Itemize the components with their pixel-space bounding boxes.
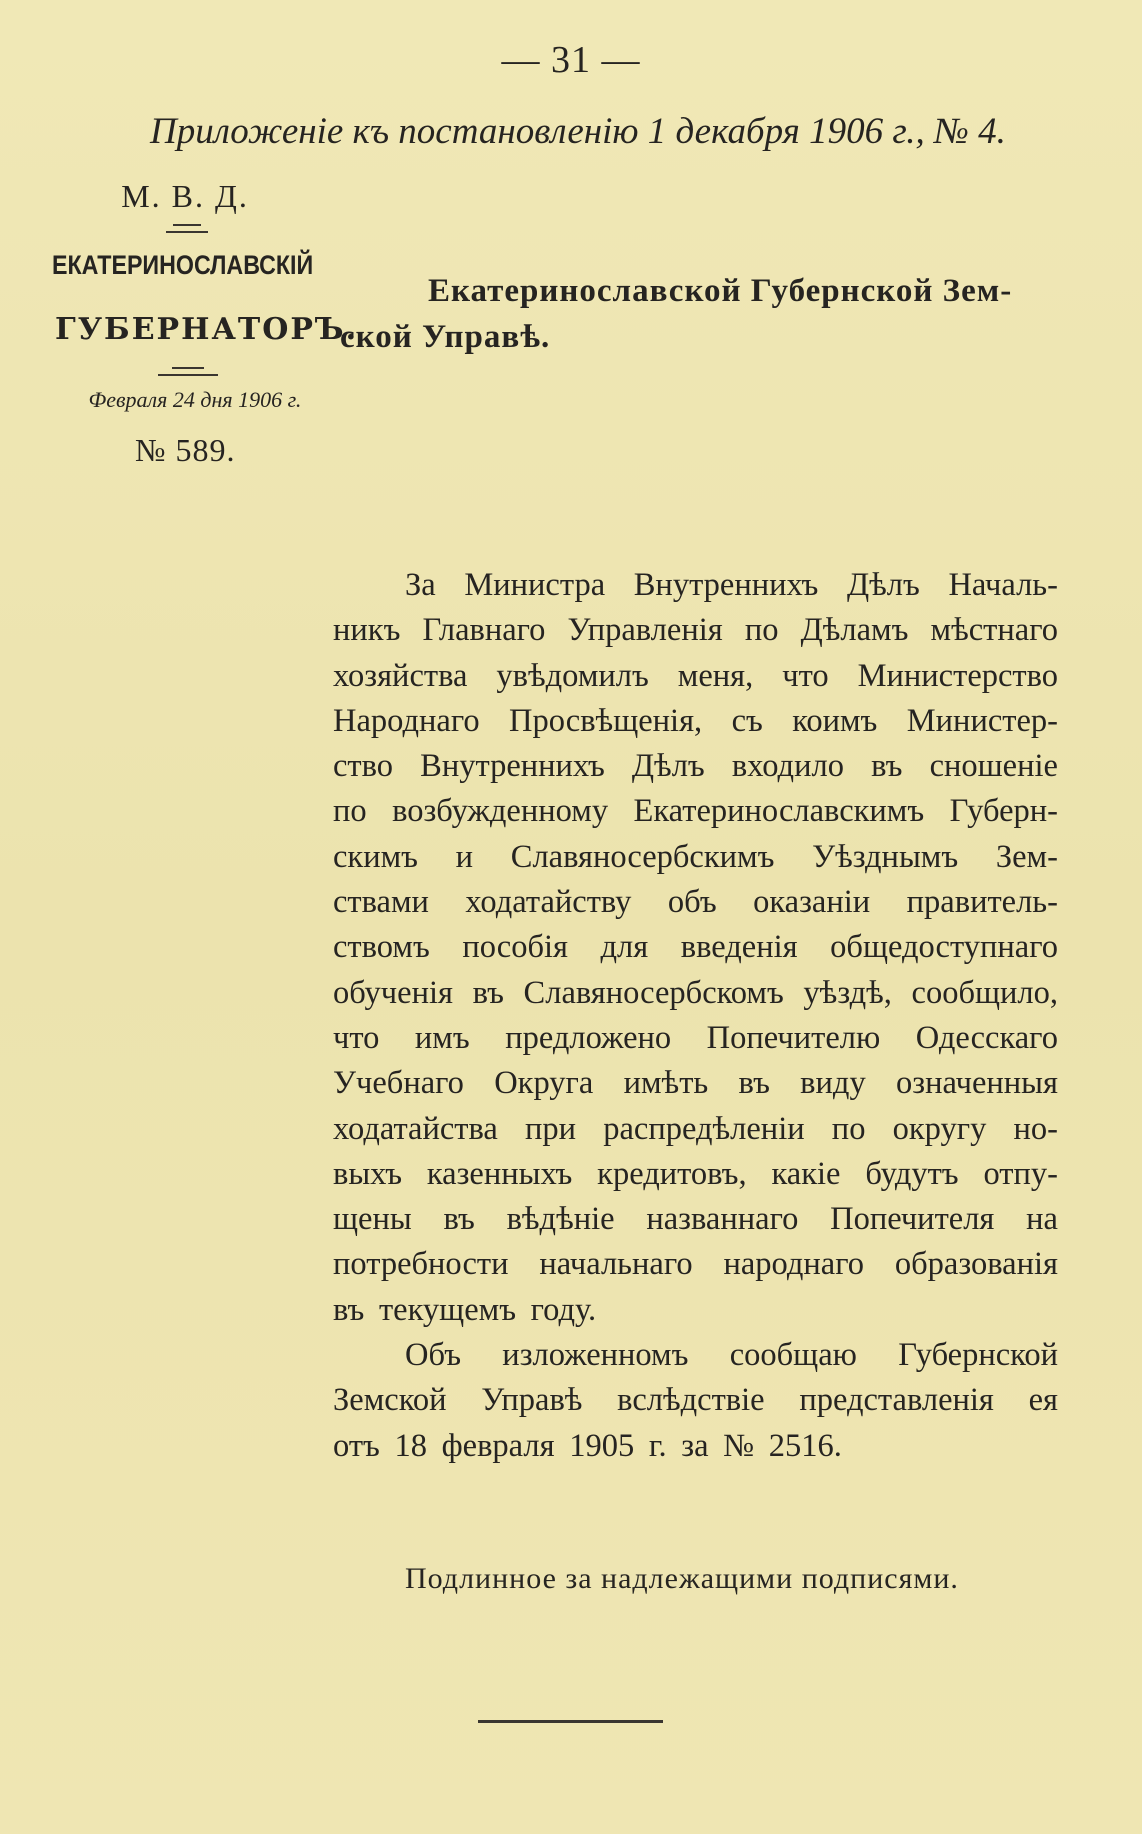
text-line: отъ 18 февраля 1905 г. за № 2516.: [333, 1427, 842, 1464]
text-line: ствомъ пособія для введенія общедоступнаго: [333, 929, 1058, 966]
paragraph-1: [333, 563, 1058, 1333]
text-line: щены въ вѣдѣніе названнаго Попечителя на: [333, 1201, 1058, 1238]
addressee-line: Екатеринославской Губернской Зем-: [428, 273, 1013, 309]
ministry-label: М. В. Д.: [121, 178, 249, 214]
divider: [173, 224, 201, 226]
footer-divider: [478, 1720, 663, 1723]
text-line: потребности начальнаго народнаго образованія: [333, 1246, 1058, 1283]
divider: [166, 231, 208, 233]
text-line: За Министра Внутреннихъ Дѣлъ Началь-: [405, 567, 1058, 603]
page-number: — 31 —: [501, 39, 641, 81]
text-line: никъ Главнаго Управленія по Дѣламъ мѣстнаго: [333, 612, 1058, 649]
text-line: хозяйства увѣдомилъ меня, что Министерство: [333, 657, 1058, 694]
text-line: ствами ходатайству объ оказаніи правитель-: [333, 884, 1058, 921]
letter-body: [333, 563, 1058, 1469]
text-line: въ текущемъ году.: [333, 1291, 597, 1328]
text-line: Учебнаго Округа имѣть въ виду означенныя: [333, 1065, 1058, 1102]
addressee-line: ской Управѣ.: [340, 319, 551, 355]
divider: [158, 374, 218, 376]
text-line: обученія въ Славяносербскомъ уѣздѣ, сообщило,: [333, 974, 1058, 1011]
text-line: по возбужденному Екатеринославскимъ Губерн-: [333, 793, 1058, 830]
text-line: выхъ казенныхъ кредитовъ, какіе будутъ отпу-: [333, 1155, 1058, 1192]
text-line: Земской Управѣ вслѣдствіе представленія ея: [333, 1382, 1058, 1419]
appendix-header: Приложеніе къ постановленію 1 декабря 1906 г., № 4.: [150, 111, 1006, 152]
text-line: ство Внутреннихъ Дѣлъ входило въ сношеніе: [333, 748, 1058, 785]
text-line: Народнаго Просвѣщенія, съ коимъ Министер-: [333, 702, 1058, 739]
governor-title: ЕКАТЕРИНОСЛАВСКІЙ: [52, 250, 314, 280]
addressee: [340, 268, 1060, 360]
closing-note: Подлинное за надлежащими подписями.: [405, 1562, 959, 1595]
governor-title-2: ГУБЕРНАТОРЪ.: [55, 312, 359, 347]
document-date: Февраля 24 дня 1906 г.: [88, 387, 302, 412]
divider: [172, 367, 204, 369]
text-line: что имъ предложено Попечителю Одесскаго: [333, 1019, 1058, 1056]
paragraph-2: [333, 1333, 1058, 1469]
text-line: Объ изложенномъ сообщаю Губернской: [405, 1337, 1058, 1374]
text-line: ходатайства при распредѣленіи по округу но-: [333, 1110, 1058, 1147]
document-number: № 589.: [135, 432, 236, 468]
text-line: скимъ и Славяносербскимъ Уѣзднымъ Зем-: [333, 838, 1058, 875]
